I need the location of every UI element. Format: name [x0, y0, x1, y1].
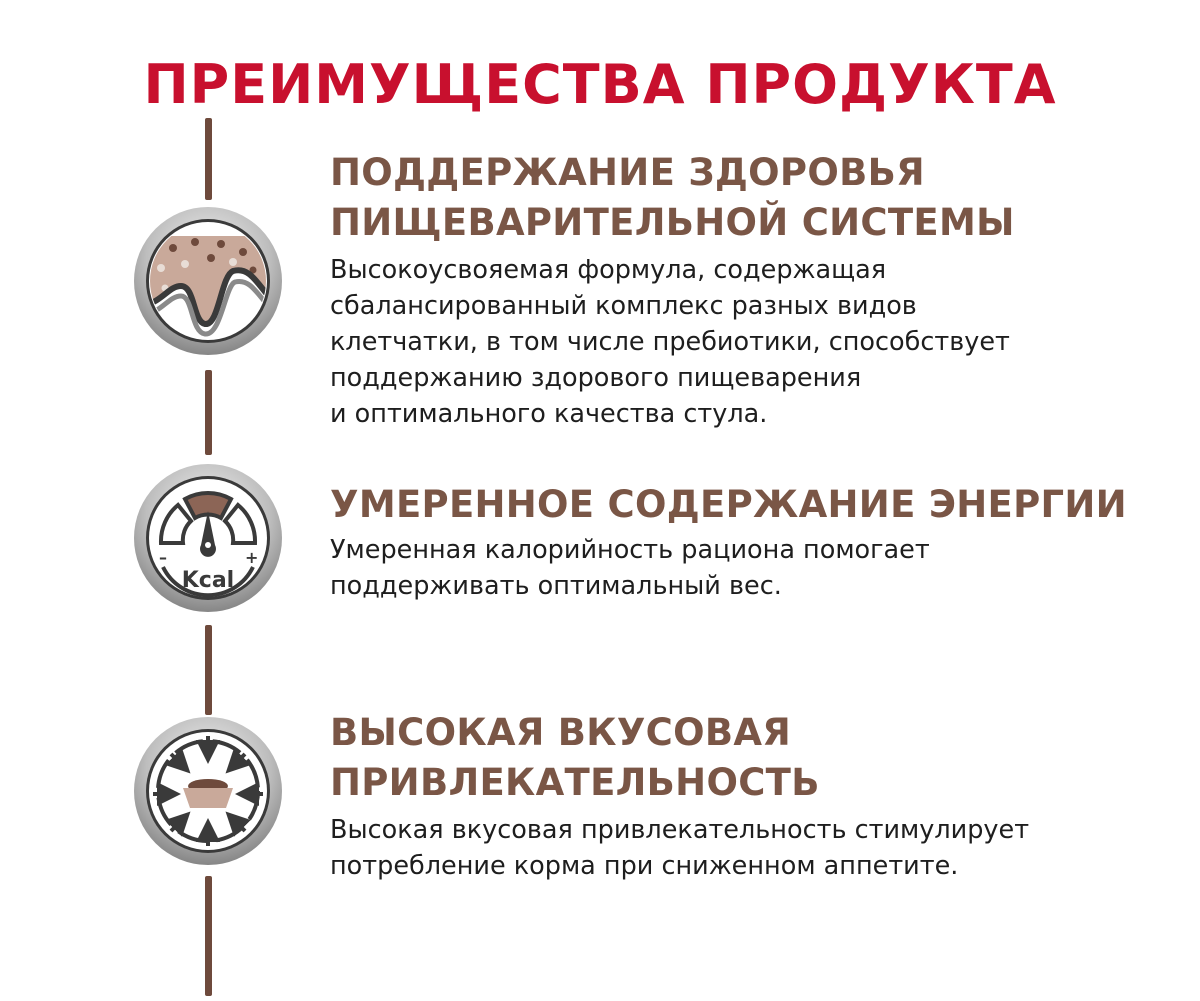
- benefit-text-line: Высокая вкусовая привлекательность стимулирует: [330, 815, 1030, 845]
- benefit-text-line: и оптимального качества стула.: [330, 399, 768, 429]
- timeline-line: [205, 118, 212, 200]
- benefit-text-line: Высокоусвояемая формула, содержащая: [330, 255, 887, 285]
- benefit-text-line: Умеренная калорийность рациона помогает: [330, 535, 930, 565]
- kcal-gauge-icon: [133, 463, 283, 613]
- svg-text:+: +: [245, 548, 259, 567]
- benefit-text-line: поддерживать оптимальный вес.: [330, 571, 782, 601]
- benefit-digestive-health: [330, 148, 1180, 432]
- benefit-text-line: потребление корма при сниженном аппетите.: [330, 851, 959, 881]
- digestive-health-icon: [133, 206, 283, 356]
- timeline-line: [205, 876, 212, 996]
- food-bowl-palatability-icon: [133, 716, 283, 866]
- benefit-title: [330, 480, 1180, 530]
- benefit-title-line: ВЫСОКАЯ ВКУСОВАЯ: [330, 711, 792, 754]
- benefit-title-line: ПРИВЛЕКАТЕЛЬНОСТЬ: [330, 761, 820, 804]
- benefit-high-palatability: [330, 708, 1180, 884]
- benefit-description: [330, 812, 1180, 884]
- benefit-title-line: УМЕРЕННОЕ СОДЕРЖАНИЕ ЭНЕРГИИ: [330, 483, 1127, 526]
- benefit-moderate-energy: [330, 480, 1180, 604]
- benefit-text-line: сбалансированный комплекс разных видов: [330, 291, 917, 321]
- benefit-title: [330, 148, 1180, 248]
- benefit-title-line: ПОДДЕРЖАНИЕ ЗДОРОВЬЯ: [330, 151, 925, 194]
- timeline-line: [205, 370, 212, 455]
- benefit-text-line: поддержанию здорового пищеварения: [330, 363, 862, 393]
- page-title: ПРЕИМУЩЕСТВА ПРОДУКТА: [143, 53, 1057, 117]
- benefit-description: [330, 532, 1180, 604]
- benefit-title: [330, 708, 1180, 808]
- kcal-label: Kcal: [181, 568, 235, 593]
- benefit-title-line: ПИЩЕВАРИТЕЛЬНОЙ СИСТЕМЫ: [330, 201, 1015, 244]
- timeline-line: [205, 625, 212, 715]
- benefit-description: [330, 252, 1180, 432]
- benefit-text-line: клетчатки, в том числе пребиотики, способствует: [330, 327, 1010, 357]
- svg-text:–: –: [159, 548, 167, 567]
